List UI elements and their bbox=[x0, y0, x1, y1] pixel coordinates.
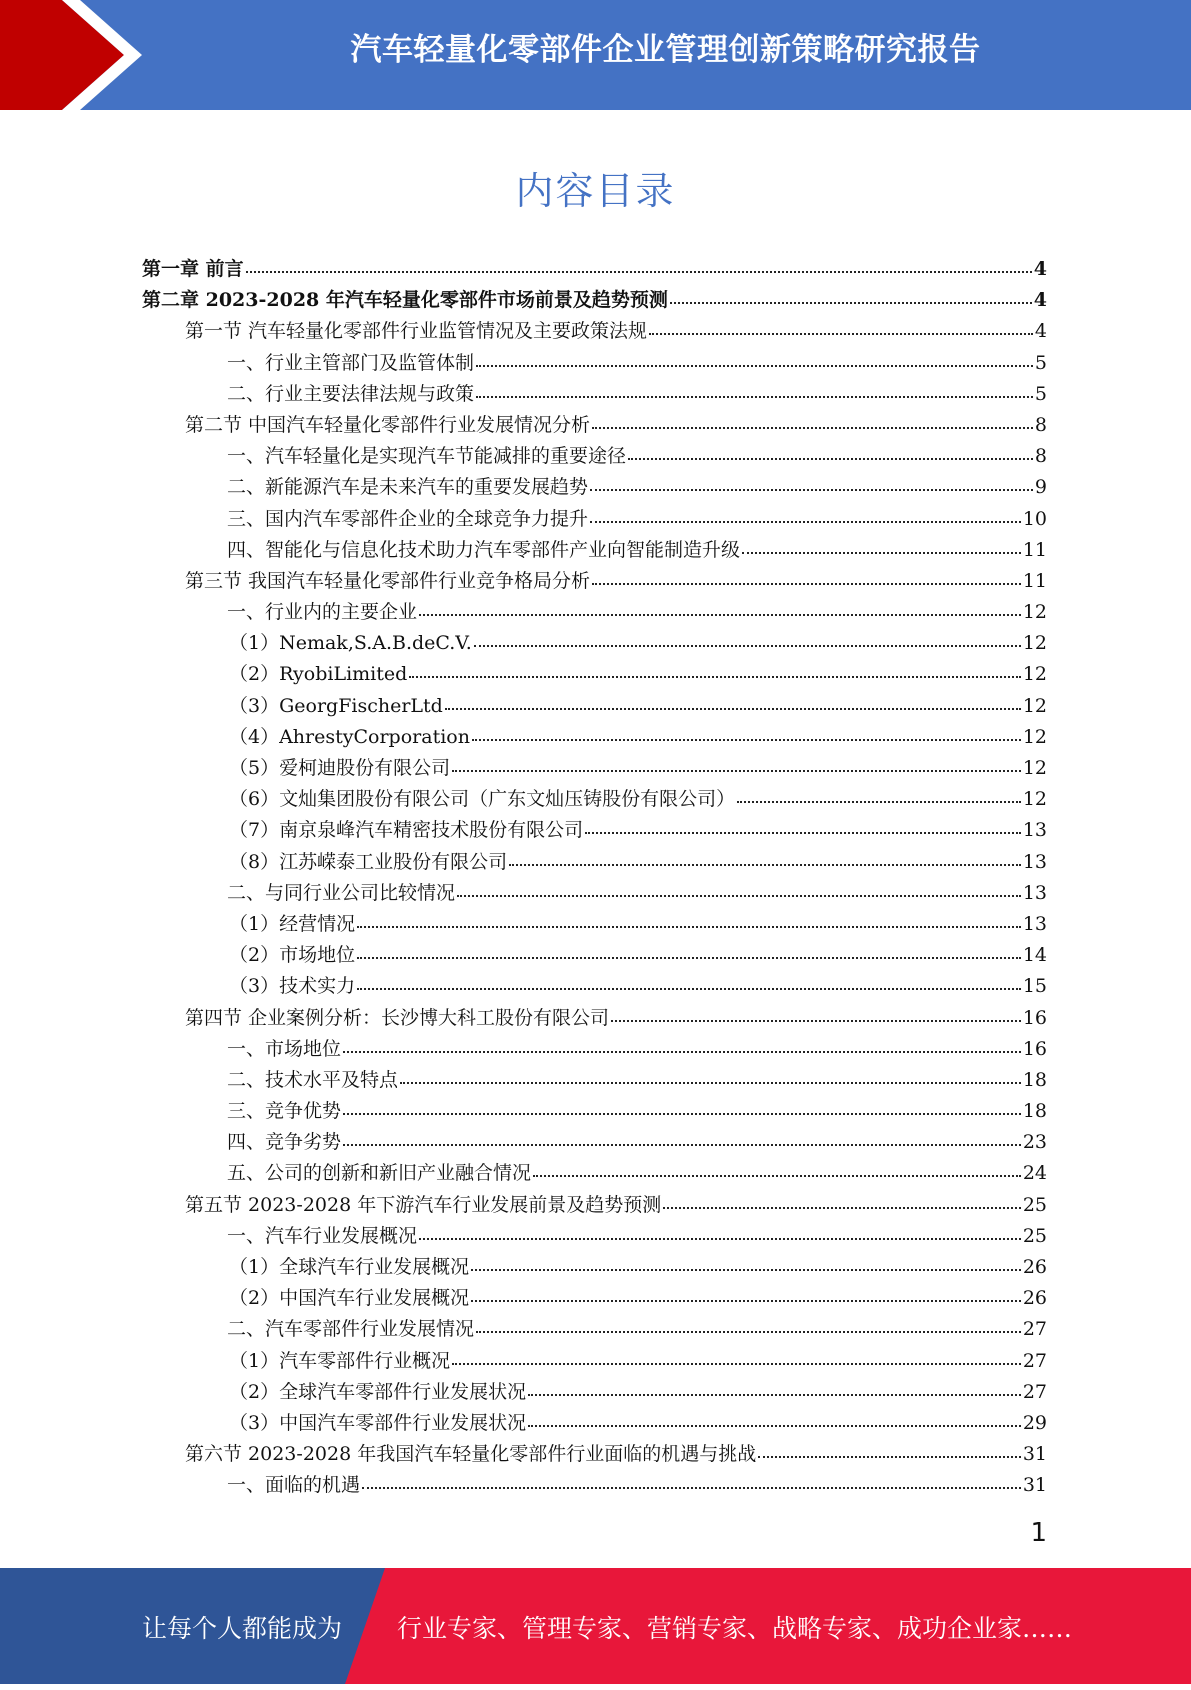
toc-entry-page: 12 bbox=[1022, 725, 1047, 748]
toc-entry-text: 一、面临的机遇 bbox=[227, 1474, 361, 1497]
toc-entry-text: （2）全球汽车零部件行业发展状况 bbox=[229, 1380, 527, 1403]
toc-entry-text: 一、行业主管部门及监管体制 bbox=[227, 351, 475, 374]
toc-dot-leader bbox=[357, 957, 1021, 959]
toc-entry-page: 4 bbox=[1033, 258, 1047, 280]
toc-entry[interactable] bbox=[142, 316, 1047, 347]
toc-entry[interactable] bbox=[142, 909, 1047, 940]
toc-dot-leader bbox=[528, 1425, 1021, 1427]
toc-dot-leader bbox=[663, 1207, 1021, 1209]
toc-entry[interactable] bbox=[142, 1127, 1047, 1158]
toc-dot-leader bbox=[419, 1238, 1021, 1240]
header-banner bbox=[0, 0, 1191, 110]
toc-entry[interactable] bbox=[142, 659, 1047, 690]
toc-entry-page: 11 bbox=[1022, 538, 1047, 561]
toc-entry-page: 15 bbox=[1022, 975, 1047, 998]
toc-entry[interactable] bbox=[142, 1377, 1047, 1408]
toc-entry[interactable] bbox=[142, 1158, 1047, 1189]
toc-dot-leader bbox=[343, 1113, 1021, 1115]
toc-entry[interactable] bbox=[142, 784, 1047, 815]
red-chevron-logo bbox=[0, 0, 160, 110]
toc-entry-page: 13 bbox=[1022, 912, 1047, 935]
toc-dot-leader bbox=[649, 333, 1033, 335]
toc-dot-leader bbox=[670, 302, 1032, 304]
footer-slogan-left: 让每个人都能成为 bbox=[142, 1614, 343, 1643]
toc-entry-text: 三、竞争优势 bbox=[227, 1100, 342, 1123]
toc-dot-leader bbox=[472, 739, 1021, 741]
toc-entry-page: 12 bbox=[1022, 694, 1047, 717]
toc-entry-page: 26 bbox=[1022, 1256, 1047, 1278]
toc-entry[interactable] bbox=[142, 1190, 1047, 1221]
toc-dot-leader bbox=[445, 708, 1021, 710]
toc-entry-text: 四、智能化与信息化技术助力汽车零部件产业向智能制造升级 bbox=[227, 538, 741, 561]
toc-entry-page: 8 bbox=[1034, 413, 1047, 436]
footer-slogan-right: 行业专家、管理专家、营销专家、战略专家、成功企业家…… bbox=[397, 1614, 1073, 1643]
toc-dot-leader bbox=[628, 458, 1033, 460]
toc-entry[interactable] bbox=[142, 1096, 1047, 1127]
toc-entry-page: 5 bbox=[1034, 351, 1047, 374]
toc-dot-leader bbox=[611, 1020, 1021, 1022]
toc-dot-leader bbox=[357, 926, 1021, 928]
toc-entry-page: 16 bbox=[1022, 1037, 1047, 1060]
toc-entry-page: 23 bbox=[1022, 1131, 1047, 1154]
toc-dot-leader bbox=[452, 770, 1021, 772]
toc-entry[interactable] bbox=[142, 566, 1047, 597]
toc-dot-leader bbox=[452, 1363, 1021, 1365]
toc-entry[interactable] bbox=[142, 971, 1047, 1002]
toc-entry[interactable] bbox=[142, 628, 1047, 659]
toc-entry-text: （1）经营情况 bbox=[229, 912, 356, 935]
toc-dot-leader bbox=[246, 271, 1032, 273]
toc-entry-text: 第三节 我国汽车轻量化零部件行业竞争格局分析 bbox=[185, 569, 591, 592]
toc-entry-text: 一、汽车行业发展概况 bbox=[227, 1224, 418, 1247]
toc-entry[interactable] bbox=[142, 878, 1047, 909]
toc-entry-page: 12 bbox=[1022, 601, 1047, 624]
toc-dot-leader bbox=[343, 1144, 1021, 1146]
toc-entry-text: 第一章 前言 bbox=[142, 258, 244, 280]
toc-entry-page: 12 bbox=[1022, 663, 1047, 686]
toc-entry[interactable] bbox=[142, 472, 1047, 503]
toc-entry[interactable] bbox=[142, 1283, 1047, 1314]
toc-entry-text: 第二章 2023-2028 年汽车轻量化零部件市场前景及趋势预测 bbox=[142, 289, 668, 312]
toc-dot-leader bbox=[592, 583, 1021, 585]
toc-dot-leader bbox=[590, 489, 1033, 491]
toc-entry-page: 14 bbox=[1022, 944, 1047, 967]
toc-entry-text: 一、市场地位 bbox=[227, 1037, 342, 1060]
toc-entry[interactable] bbox=[142, 535, 1047, 566]
toc-heading: 内容目录 bbox=[515, 169, 676, 213]
toc-entry-page: 11 bbox=[1022, 569, 1047, 592]
toc-entry[interactable] bbox=[142, 1408, 1047, 1439]
toc-dot-leader bbox=[409, 676, 1021, 678]
toc-entry-text: （2）RyobiLimited bbox=[229, 663, 408, 686]
toc-entry-text: （2）中国汽车行业发展概况 bbox=[229, 1287, 470, 1310]
toc-entry-text: （2）市场地位 bbox=[229, 944, 356, 967]
toc-entry-text: 一、行业内的主要企业 bbox=[227, 601, 418, 624]
toc-dot-leader bbox=[476, 1331, 1021, 1333]
toc-entry[interactable] bbox=[142, 815, 1047, 846]
toc-dot-leader bbox=[528, 1394, 1021, 1396]
toc-entry[interactable] bbox=[142, 1034, 1047, 1065]
toc-entry[interactable] bbox=[142, 348, 1047, 379]
toc-entry[interactable] bbox=[142, 1346, 1047, 1377]
toc-entry-text: （4）AhrestyCorporation bbox=[229, 725, 470, 748]
toc-entry-page: 13 bbox=[1022, 881, 1047, 904]
toc-dot-leader bbox=[758, 1456, 1021, 1458]
toc-entry-text: 第二节 中国汽车轻量化零部件行业发展情况分析 bbox=[185, 413, 591, 436]
toc-entry[interactable] bbox=[142, 1470, 1047, 1501]
toc-dot-leader bbox=[476, 396, 1033, 398]
toc-entry[interactable] bbox=[142, 410, 1047, 441]
toc-entry[interactable] bbox=[142, 722, 1047, 753]
toc-entry-page: 13 bbox=[1022, 850, 1047, 873]
toc-entry-page: 16 bbox=[1022, 1006, 1047, 1029]
toc-entry-page: 10 bbox=[1022, 507, 1047, 530]
toc-entry[interactable] bbox=[142, 1252, 1047, 1283]
toc-entry-text: （1）全球汽车行业发展概况 bbox=[229, 1256, 470, 1278]
toc-entry-text: 一、汽车轻量化是实现汽车节能减排的重要途径 bbox=[227, 445, 627, 468]
toc-entry-text: 三、国内汽车零部件企业的全球竞争力提升 bbox=[227, 507, 589, 530]
toc-entry-text: 第一节 汽车轻量化零部件行业监管情况及主要政策法规 bbox=[185, 320, 648, 343]
toc-entry-text: 二、技术水平及特点 bbox=[227, 1068, 399, 1091]
toc-dot-leader bbox=[457, 895, 1021, 897]
toc-entry[interactable] bbox=[142, 940, 1047, 971]
toc-entry-page: 24 bbox=[1022, 1162, 1047, 1185]
toc-entry-text: 第六节 2023-2028 年我国汽车轻量化零部件行业面临的机遇与挑战 bbox=[185, 1443, 757, 1466]
toc-dot-leader bbox=[357, 988, 1021, 990]
toc-entry-page: 31 bbox=[1022, 1443, 1047, 1466]
toc-dot-leader bbox=[590, 521, 1021, 523]
toc-entry-page: 31 bbox=[1022, 1474, 1047, 1497]
toc-dot-leader bbox=[509, 864, 1021, 866]
table-of-contents bbox=[142, 254, 1047, 1502]
toc-entry-text: （3）中国汽车零部件行业发展状况 bbox=[229, 1411, 527, 1434]
toc-entry-page: 27 bbox=[1022, 1380, 1047, 1403]
toc-entry-page: 12 bbox=[1022, 757, 1047, 779]
toc-entry[interactable] bbox=[142, 441, 1047, 472]
toc-entry-text: （1）汽车零部件行业概况 bbox=[229, 1349, 451, 1372]
toc-entry-page: 13 bbox=[1022, 819, 1047, 842]
toc-entry[interactable] bbox=[142, 1314, 1047, 1345]
toc-entry-text: 五、公司的创新和新旧产业融合情况 bbox=[227, 1162, 532, 1185]
toc-entry[interactable] bbox=[142, 847, 1047, 878]
footer-banner bbox=[0, 1568, 1191, 1684]
toc-entry[interactable] bbox=[142, 504, 1047, 535]
toc-entry[interactable] bbox=[142, 285, 1047, 316]
toc-dot-leader bbox=[474, 645, 1021, 647]
toc-entry-text: 二、新能源汽车是未来汽车的重要发展趋势 bbox=[227, 476, 589, 499]
toc-entry-text: （3）技术实力 bbox=[229, 975, 356, 998]
toc-dot-leader bbox=[592, 427, 1033, 429]
toc-entry-page: 8 bbox=[1034, 445, 1047, 468]
toc-dot-leader bbox=[533, 1175, 1021, 1177]
toc-entry-text: （6）文灿集团股份有限公司（广东文灿压铸股份有限公司） bbox=[229, 788, 736, 811]
toc-entry[interactable] bbox=[142, 597, 1047, 628]
toc-entry-page: 9 bbox=[1034, 476, 1047, 499]
toc-entry[interactable] bbox=[142, 254, 1047, 285]
toc-entry-text: （8）江苏嵘泰工业股份有限公司 bbox=[229, 850, 508, 873]
toc-entry-text: 二、行业主要法律法规与政策 bbox=[227, 382, 475, 405]
toc-entry-text: 四、竞争劣势 bbox=[227, 1131, 342, 1154]
toc-entry-text: （3）GeorgFischerLtd bbox=[229, 694, 443, 717]
toc-dot-leader bbox=[737, 801, 1021, 803]
toc-entry-page: 25 bbox=[1022, 1224, 1047, 1247]
toc-dot-leader bbox=[362, 1487, 1021, 1489]
toc-entry[interactable] bbox=[142, 1065, 1047, 1096]
toc-entry-page: 18 bbox=[1022, 1068, 1047, 1091]
toc-entry-page: 18 bbox=[1022, 1100, 1047, 1123]
toc-entry[interactable] bbox=[142, 379, 1047, 410]
page-number: 1 bbox=[1030, 1518, 1047, 1548]
report-title: 汽车轻量化零部件企业管理创新策略研究报告 bbox=[350, 32, 981, 68]
toc-entry-text: 二、与同行业公司比较情况 bbox=[227, 881, 456, 904]
toc-entry-text: （7）南京泉峰汽车精密技术股份有限公司 bbox=[229, 819, 584, 842]
toc-entry-text: （5）爱柯迪股份有限公司 bbox=[229, 757, 451, 779]
toc-entry-text: 二、汽车零部件行业发展情况 bbox=[227, 1318, 475, 1341]
toc-dot-leader bbox=[400, 1082, 1021, 1084]
toc-entry-page: 12 bbox=[1022, 788, 1047, 811]
toc-entry-page: 4 bbox=[1033, 289, 1047, 312]
toc-entry-text: 第四节 企业案例分析：长沙博大科工股份有限公司 bbox=[185, 1006, 610, 1029]
toc-dot-leader bbox=[471, 1300, 1021, 1302]
toc-entry-text: 第五节 2023-2028 年下游汽车行业发展前景及趋势预测 bbox=[185, 1193, 662, 1216]
toc-entry-page: 12 bbox=[1022, 632, 1047, 655]
toc-entry-page: 4 bbox=[1034, 320, 1047, 343]
toc-dot-leader bbox=[343, 1051, 1021, 1053]
toc-dot-leader bbox=[471, 1269, 1021, 1271]
toc-entry-page: 5 bbox=[1034, 382, 1047, 405]
toc-entry[interactable] bbox=[142, 1221, 1047, 1252]
toc-entry[interactable] bbox=[142, 691, 1047, 722]
toc-entry[interactable] bbox=[142, 1439, 1047, 1470]
toc-entry-page: 29 bbox=[1022, 1411, 1047, 1434]
toc-entry-page: 27 bbox=[1022, 1349, 1047, 1372]
toc-entry[interactable] bbox=[142, 753, 1047, 784]
toc-dot-leader bbox=[419, 614, 1021, 616]
toc-entry[interactable] bbox=[142, 1003, 1047, 1034]
toc-entry-page: 25 bbox=[1022, 1193, 1047, 1216]
toc-entry-page: 26 bbox=[1022, 1287, 1047, 1310]
toc-dot-leader bbox=[742, 552, 1021, 554]
toc-dot-leader bbox=[585, 832, 1021, 834]
toc-dot-leader bbox=[476, 365, 1033, 367]
toc-entry-page: 27 bbox=[1022, 1318, 1047, 1341]
toc-entry-text: （1）Nemak,S.A.B.deC.V. bbox=[229, 632, 472, 655]
